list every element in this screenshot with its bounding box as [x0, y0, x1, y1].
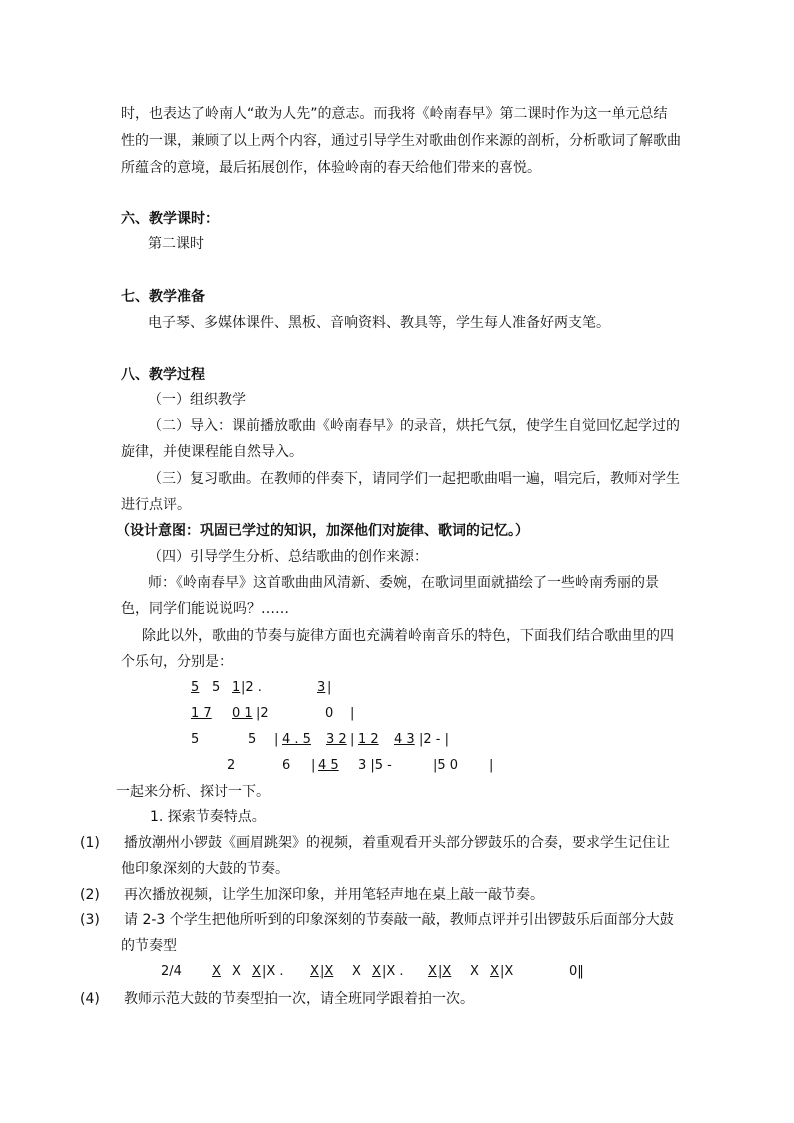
note: |5 0 [433, 758, 459, 773]
barline: | [311, 758, 316, 773]
section-7-title: 七、教学准备 [121, 289, 205, 305]
phrase-intro-line-1: 除此以外，歌曲的节奏与旋律方面也充满着岭南音乐的特色，下面我们结合歌曲里的四 [142, 628, 674, 644]
note: 0 [325, 706, 334, 721]
beat: X [470, 964, 479, 979]
note: 4 5 [318, 758, 339, 773]
section-6-title: 六、教学课时： [121, 211, 219, 227]
beat: X [490, 964, 499, 979]
intro-line-3: 所蕴含的意境，最后拓展创作，体验岭南的春天给他们带来的喜悦。 [121, 160, 541, 176]
note: 5 [248, 732, 257, 747]
section-6-body: 第二课时 [148, 236, 204, 252]
beat: |X . [382, 964, 404, 979]
item-3-line-2: 的节奏型 [121, 938, 177, 954]
item-1-line-2: 他印象深刻的大鼓的节奏。 [121, 861, 289, 877]
item-2-number: (2) [80, 887, 100, 903]
note: 2 [227, 758, 236, 773]
beat: X [232, 964, 241, 979]
note: 5 [191, 732, 200, 747]
beat: X [252, 964, 261, 979]
note: 4 3 [394, 732, 415, 747]
beat: X [352, 964, 361, 979]
item-2-line-1: 再次播放视频，让学生加深印象，并用笔轻声地在桌上敲一敲节奏。 [124, 887, 544, 903]
barline: | [350, 732, 355, 747]
step-4: （四）引导学生分析、总结歌曲的创作来源： [148, 549, 428, 565]
after-phrases: 一起来分析、探讨一下。 [116, 784, 270, 800]
item-4-line-1: 教师示范大鼓的节奏型拍一次，请全班同学跟着拍一次。 [124, 991, 474, 1007]
beat: |X [438, 964, 452, 979]
item-3-number: (3) [80, 912, 100, 928]
note: 0 1 [232, 706, 253, 721]
note: 3 |5 - [358, 758, 392, 773]
phrase-intro-line-2: 个乐句，分别是： [121, 654, 233, 670]
intro-line-1: 时，也表达了岭南人“敢为人先”的意志。而我将《岭南春早》第二课时作为这一单元总结 [121, 106, 668, 122]
step-3-line-2: 进行点评。 [121, 497, 191, 513]
barline: | [489, 758, 494, 773]
note: 5 [191, 680, 200, 695]
step-2-line-1: （二）导入：课前播放歌曲《岭南春早》的录音，烘托气氛，使学生自觉回忆起学过的 [148, 418, 680, 434]
design-intent: （设计意图：巩固已学过的知识，加深他们对旋律、歌词的记忆。） [116, 523, 529, 539]
note: |2 - | [419, 732, 449, 747]
subsection-1: 1. 探索节奏特点。 [150, 809, 266, 825]
beat: X [428, 964, 437, 979]
note: 3 2 [326, 732, 347, 747]
barline: | [327, 680, 332, 695]
item-3-line-1: 请 2-3 个学生把他所听到的印象深刻的节奏敲一敲，教师点评并引出锣鼓乐后面部分大鼓 [124, 912, 674, 928]
item-1-line-1: 播放潮州小锣鼓《画眉跳架》的视频，着重观看开头部分锣鼓乐的合奏，要求学生记住让 [124, 835, 670, 851]
note: 4 . 5 [282, 732, 311, 747]
section-7-body: 电子琴、多媒体课件、黑板、音响资料、教具等，学生每人准备好两支笔。 [148, 315, 610, 331]
beat: |X . [262, 964, 284, 979]
note: 3 [317, 680, 326, 695]
note: 1 2 [358, 732, 379, 747]
item-1-number: (1) [80, 835, 100, 851]
barline: | [274, 732, 279, 747]
intro-line-2: 性的一课，兼顾了以上两个内容，通过引导学生对歌曲创作来源的剖析，分析歌词了解歌曲 [121, 133, 681, 149]
final-rest: 0‖ [569, 964, 584, 979]
beat: X [212, 964, 221, 979]
teacher-line-1: 师：《岭南春早》这首歌曲曲风清新、委婉，在歌词里面就描绘了一些岭南秀丽的景 [148, 575, 659, 591]
note: |2 [256, 706, 269, 721]
teacher-line-2: 色，同学们能说说吗？…… [121, 601, 289, 617]
note: 1 [232, 680, 241, 695]
beat: |X [500, 964, 514, 979]
note: 1 7 [191, 706, 212, 721]
item-4-number: (4) [80, 991, 100, 1007]
beat: |X [320, 964, 334, 979]
beat: X [310, 964, 319, 979]
step-2-line-2: 旋律，并使课程能自然导入。 [121, 444, 303, 460]
note: 5 [212, 680, 221, 695]
beat: X [372, 964, 381, 979]
step-3-line-1: （三）复习歌曲。在教师的伴奏下，请同学们一起把歌曲唱一遍，唱完后，教师对学生 [148, 471, 680, 487]
step-1: （一）组织教学 [148, 392, 246, 408]
section-8-title: 八、教学过程 [121, 367, 205, 383]
time-signature: 2/4 [161, 964, 182, 979]
note: |2 . [241, 680, 262, 695]
barline: | [350, 706, 355, 721]
note: 6 [282, 758, 291, 773]
